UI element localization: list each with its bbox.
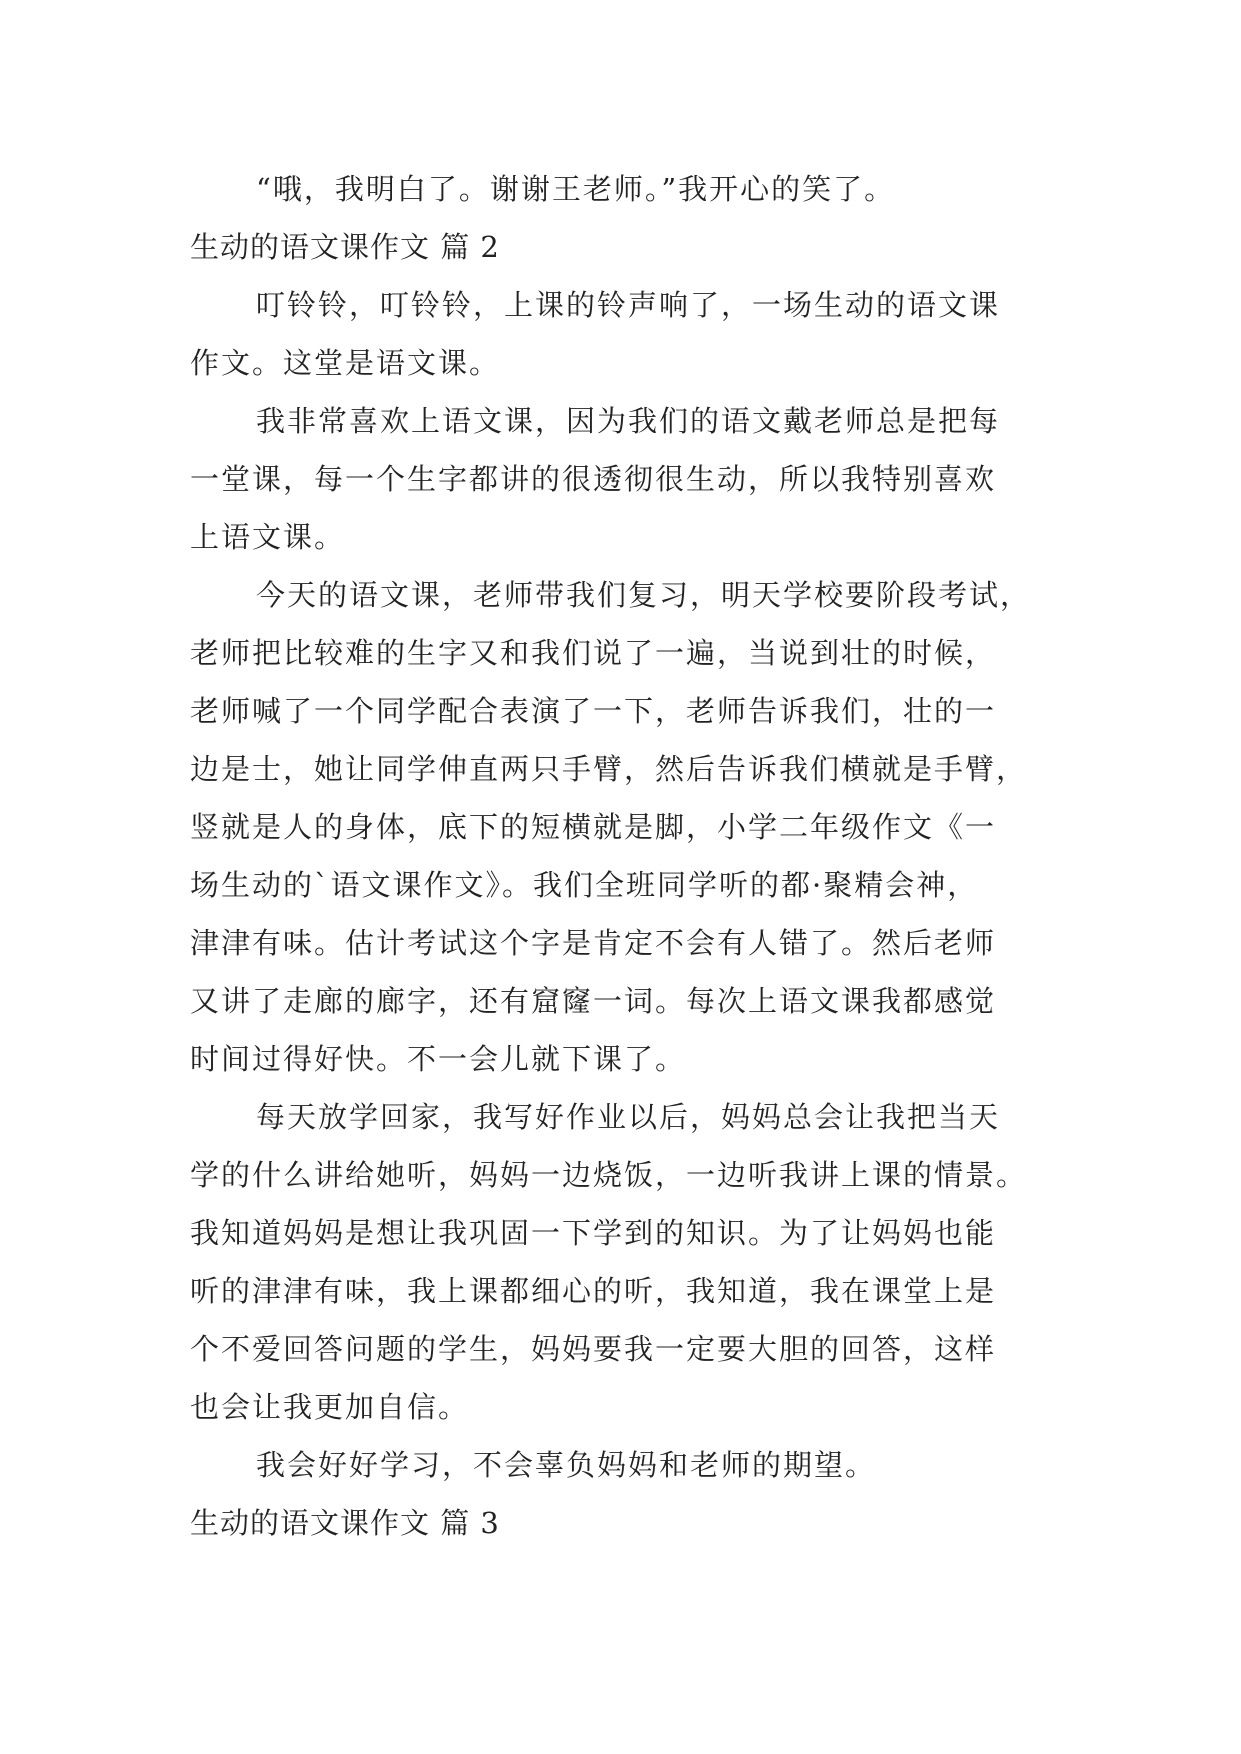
text-line: 每天放学回家，我写好作业以后，妈妈总会让我把当天 (256, 1100, 1001, 1134)
text-line: 今天的语文课，老师带我们复习，明天学校要阶段考试， (256, 578, 1032, 612)
text-line: 老师把比较难的生字又和我们说了一遍，当说到壮的时候， (190, 636, 997, 670)
text-line: 我知道妈妈是想让我巩固一下学到的知识。为了让妈妈也能 (190, 1216, 997, 1250)
text-line: 我会好好学习，不会辜负妈妈和老师的期望。 (256, 1448, 877, 1482)
text-line: 也会让我更加自信。 (190, 1390, 470, 1424)
text-line: 竖就是人的身体，底下的短横就是脚，小学二年级作文《一 (190, 810, 997, 844)
text-line: 个不爱回答问题的学生，妈妈要我一定要大胆的回答，这样 (190, 1332, 997, 1366)
text-line: 叮铃铃，叮铃铃，上课的铃声响了，一场生动的语文课 (256, 288, 1001, 322)
text-line: 学的什么讲给她听，妈妈一边烧饭，一边听我讲上课的情景。 (190, 1158, 1028, 1192)
text-line: 边是士，她让同学伸直两只手臂，然后告诉我们横就是手臂， (190, 752, 1028, 786)
section-heading: 生动的语文课作文 篇 2 (190, 230, 500, 264)
text-line: 津津有味。估计考试这个字是肯定不会有人错了。然后老师 (190, 926, 997, 960)
section-heading: 生动的语文课作文 篇 3 (190, 1506, 500, 1540)
text-line: 时间过得好快。不一会儿就下课了。 (190, 1042, 687, 1076)
text-line: 一堂课，每一个生字都讲的很透彻很生动，所以我特别喜欢 (190, 462, 997, 496)
text-line: 我非常喜欢上语文课，因为我们的语文戴老师总是把每 (256, 404, 1001, 438)
text-line: 听的津津有味，我上课都细心的听，我知道，我在课堂上是 (190, 1274, 997, 1308)
text-line: 场生动的`语文课作文》。我们全班同学听的都·聚精会神， (190, 868, 979, 902)
text-line: 又讲了走廊的廊字，还有窟窿一词。每次上语文课我都感觉 (190, 984, 997, 1018)
text-line: 上语文课。 (190, 520, 346, 554)
text-line: 作文。这堂是语文课。 (190, 346, 501, 380)
text-line: “哦，我明白了。谢谢王老师。”我开心的笑了。 (256, 172, 896, 206)
document-body (190, 160, 1060, 1552)
text-line: 老师喊了一个同学配合表演了一下，老师告诉我们，壮的一 (190, 694, 997, 728)
